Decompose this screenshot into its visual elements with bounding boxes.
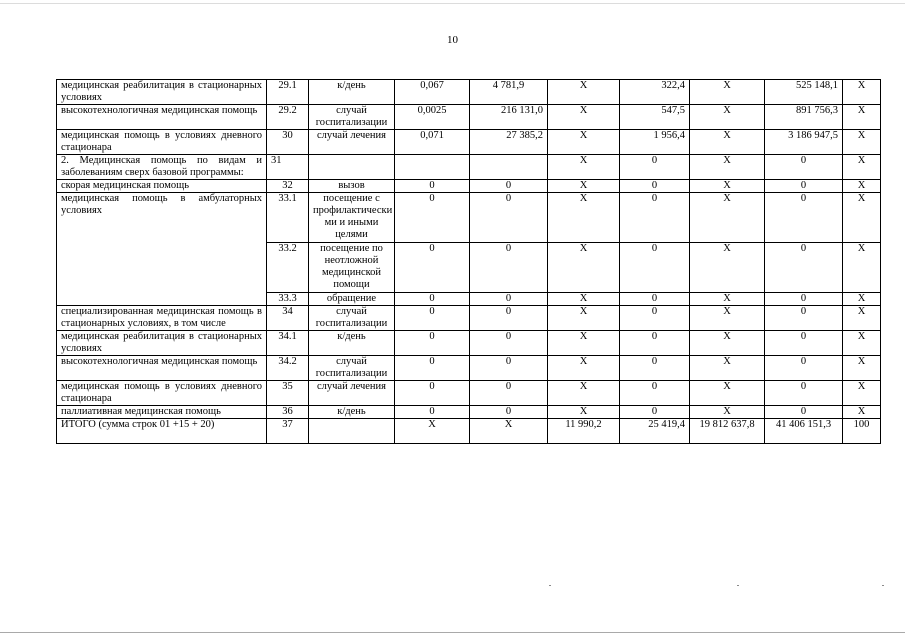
cell-c7: X — [843, 381, 881, 406]
cell-c2: X — [470, 419, 548, 444]
cell-c2: 0 — [470, 381, 548, 406]
cell-c6: 0 — [765, 331, 843, 356]
cell-c5: X — [690, 243, 765, 293]
table-row — [57, 419, 881, 444]
table-row — [57, 381, 881, 406]
cell-c4: 0 — [620, 180, 690, 193]
cell-c4: 0 — [620, 243, 690, 293]
row-unit: случай лечения — [309, 381, 395, 406]
cell-c1: 0 — [395, 293, 470, 306]
cell-c2: 0 — [470, 293, 548, 306]
cell-c3: X — [548, 243, 620, 293]
table-row — [57, 180, 881, 193]
row-unit: случай лечения — [309, 130, 395, 155]
row-name: медицинская реабилитация в стационарных условиях — [57, 331, 267, 356]
cell-c6: 525 148,1 — [765, 80, 843, 105]
cell-c5: X — [690, 293, 765, 306]
cell-c2: 0 — [470, 243, 548, 293]
cell-c7: X — [843, 193, 881, 243]
table-row — [57, 331, 881, 356]
cell-c1: 0 — [395, 331, 470, 356]
row-name: медицинская помощь в амбулаторных условиях — [57, 193, 267, 306]
row-unit: вызов — [309, 180, 395, 193]
cell-c1: 0 — [395, 381, 470, 406]
row-unit: случай госпитализации — [309, 105, 395, 130]
cell-c7: X — [843, 130, 881, 155]
row-name: 2. Медицинская помощь по видам и заболеваниям сверх базовой программы: — [57, 155, 267, 180]
cell-c1: 0,071 — [395, 130, 470, 155]
cell-c7: X — [843, 243, 881, 293]
cell-c2: 0 — [470, 180, 548, 193]
cell-c4: 1 956,4 — [620, 130, 690, 155]
cell-c4: 0 — [620, 306, 690, 331]
table-row — [57, 130, 881, 155]
cell-c3: X — [548, 180, 620, 193]
cell-c6: 0 — [765, 356, 843, 381]
cell-c6: 41 406 151,3 — [765, 419, 843, 444]
cell-c5: X — [690, 180, 765, 193]
cell-c7: X — [843, 356, 881, 381]
row-number: 34.2 — [267, 356, 309, 381]
table-row — [57, 80, 881, 105]
cell-c2: 27 385,2 — [470, 130, 548, 155]
row-name: медицинская реабилитация в стационарных условиях — [57, 80, 267, 105]
cell-c1: 0 — [395, 243, 470, 293]
cell-c6: 0 — [765, 155, 843, 180]
cell-c5: X — [690, 306, 765, 331]
row-number: 35 — [267, 381, 309, 406]
scan-dot — [882, 585, 884, 586]
row-number: 33.2 — [267, 243, 309, 293]
row-name: высокотехнологичная медицинская помощь — [57, 105, 267, 130]
cell-c5: X — [690, 406, 765, 419]
scan-dot — [737, 585, 739, 586]
cell-c3: 11 990,2 — [548, 419, 620, 444]
cell-c7: X — [843, 293, 881, 306]
cell-c4: 0 — [620, 155, 690, 180]
cell-c7: X — [843, 105, 881, 130]
cell-c1: 0 — [395, 356, 470, 381]
cell-c6: 0 — [765, 293, 843, 306]
table-row — [57, 306, 881, 331]
cell-c3: X — [548, 155, 620, 180]
row-number: 34.1 — [267, 331, 309, 356]
cell-c7: X — [843, 180, 881, 193]
cell-c5: X — [690, 130, 765, 155]
cell-c3: X — [548, 105, 620, 130]
cell-c5: X — [690, 356, 765, 381]
cell-c1 — [395, 155, 470, 180]
cell-c4: 547,5 — [620, 105, 690, 130]
row-name: медицинская помощь в условиях дневного стационара — [57, 381, 267, 406]
row-name: медицинская помощь в условиях дневного стационара — [57, 130, 267, 155]
cell-c6: 0 — [765, 243, 843, 293]
cell-c3: X — [548, 306, 620, 331]
scan-edge-bottom — [0, 632, 905, 633]
row-unit — [309, 419, 395, 444]
cell-c4: 0 — [620, 331, 690, 356]
cell-c4: 0 — [620, 293, 690, 306]
cell-c3: X — [548, 193, 620, 243]
cell-c4: 0 — [620, 356, 690, 381]
cell-c1: X — [395, 419, 470, 444]
row-number: 30 — [267, 130, 309, 155]
row-number: 33.1 — [267, 193, 309, 243]
cell-c2: 216 131,0 — [470, 105, 548, 130]
cell-c4: 322,4 — [620, 80, 690, 105]
row-name: скорая медицинская помощь — [57, 180, 267, 193]
cell-c5: X — [690, 193, 765, 243]
cell-c2: 0 — [470, 406, 548, 419]
table-row — [57, 406, 881, 419]
cell-c6: 0 — [765, 381, 843, 406]
row-unit: случай госпитализации — [309, 356, 395, 381]
row-name: ИТОГО (сумма строк 01 +15 + 20) — [57, 419, 267, 444]
row-unit: к/день — [309, 406, 395, 419]
row-number: 32 — [267, 180, 309, 193]
cell-c5: X — [690, 80, 765, 105]
scan-dot — [549, 585, 551, 586]
cell-c2: 0 — [470, 331, 548, 356]
data-table — [56, 79, 881, 444]
table-row — [57, 193, 881, 243]
cell-c3: X — [548, 80, 620, 105]
cell-c5: 19 812 637,8 — [690, 419, 765, 444]
row-number: 31 — [267, 155, 309, 180]
row-name: паллиативная медицинская помощь — [57, 406, 267, 419]
row-number: 36 — [267, 406, 309, 419]
table-row — [57, 105, 881, 130]
cell-c5: X — [690, 381, 765, 406]
row-name: высокотехнологичная медицинская помощь — [57, 356, 267, 381]
cell-c7: X — [843, 155, 881, 180]
cell-c7: X — [843, 406, 881, 419]
cell-c1: 0,0025 — [395, 105, 470, 130]
cell-c5: X — [690, 105, 765, 130]
row-unit: случай госпитализации — [309, 306, 395, 331]
cell-c4: 0 — [620, 406, 690, 419]
row-number: 37 — [267, 419, 309, 444]
cell-c6: 0 — [765, 180, 843, 193]
cell-c3: X — [548, 356, 620, 381]
row-unit: обращение — [309, 293, 395, 306]
cell-c6: 3 186 947,5 — [765, 130, 843, 155]
cell-c7: X — [843, 306, 881, 331]
row-name: специализированная медицинская помощь в стационарных условиях, в том числе — [57, 306, 267, 331]
cell-c1: 0,067 — [395, 80, 470, 105]
cell-c6: 0 — [765, 306, 843, 331]
table-row — [57, 356, 881, 381]
page-number: 10 — [447, 34, 458, 46]
cell-c4: 25 419,4 — [620, 419, 690, 444]
cell-c5: X — [690, 155, 765, 180]
cell-c1: 0 — [395, 193, 470, 243]
cell-c3: X — [548, 406, 620, 419]
row-number: 29.2 — [267, 105, 309, 130]
cell-c1: 0 — [395, 406, 470, 419]
cell-c1: 0 — [395, 180, 470, 193]
cell-c3: X — [548, 331, 620, 356]
cell-c7: 100 — [843, 419, 881, 444]
row-unit — [309, 155, 395, 180]
cell-c3: X — [548, 381, 620, 406]
cell-c2: 0 — [470, 356, 548, 381]
cell-c4: 0 — [620, 193, 690, 243]
cell-c2: 4 781,9 — [470, 80, 548, 105]
cell-c4: 0 — [620, 381, 690, 406]
cell-c7: X — [843, 80, 881, 105]
table-row — [57, 155, 881, 180]
cell-c6: 0 — [765, 406, 843, 419]
cell-c7: X — [843, 331, 881, 356]
row-number: 34 — [267, 306, 309, 331]
cell-c6: 891 756,3 — [765, 105, 843, 130]
row-unit: посещение с профилактически ми и иными целями — [309, 193, 395, 243]
row-unit: посещение по неотложной медицинской помощи — [309, 243, 395, 293]
cell-c3: X — [548, 130, 620, 155]
cell-c2: 0 — [470, 193, 548, 243]
cell-c3: X — [548, 293, 620, 306]
row-unit: к/день — [309, 331, 395, 356]
row-number: 29.1 — [267, 80, 309, 105]
cell-c1: 0 — [395, 306, 470, 331]
scan-edge-top — [0, 3, 905, 4]
cell-c2: 0 — [470, 306, 548, 331]
cell-c2 — [470, 155, 548, 180]
cell-c5: X — [690, 331, 765, 356]
row-number: 33.3 — [267, 293, 309, 306]
row-unit: к/день — [309, 80, 395, 105]
cell-c6: 0 — [765, 193, 843, 243]
